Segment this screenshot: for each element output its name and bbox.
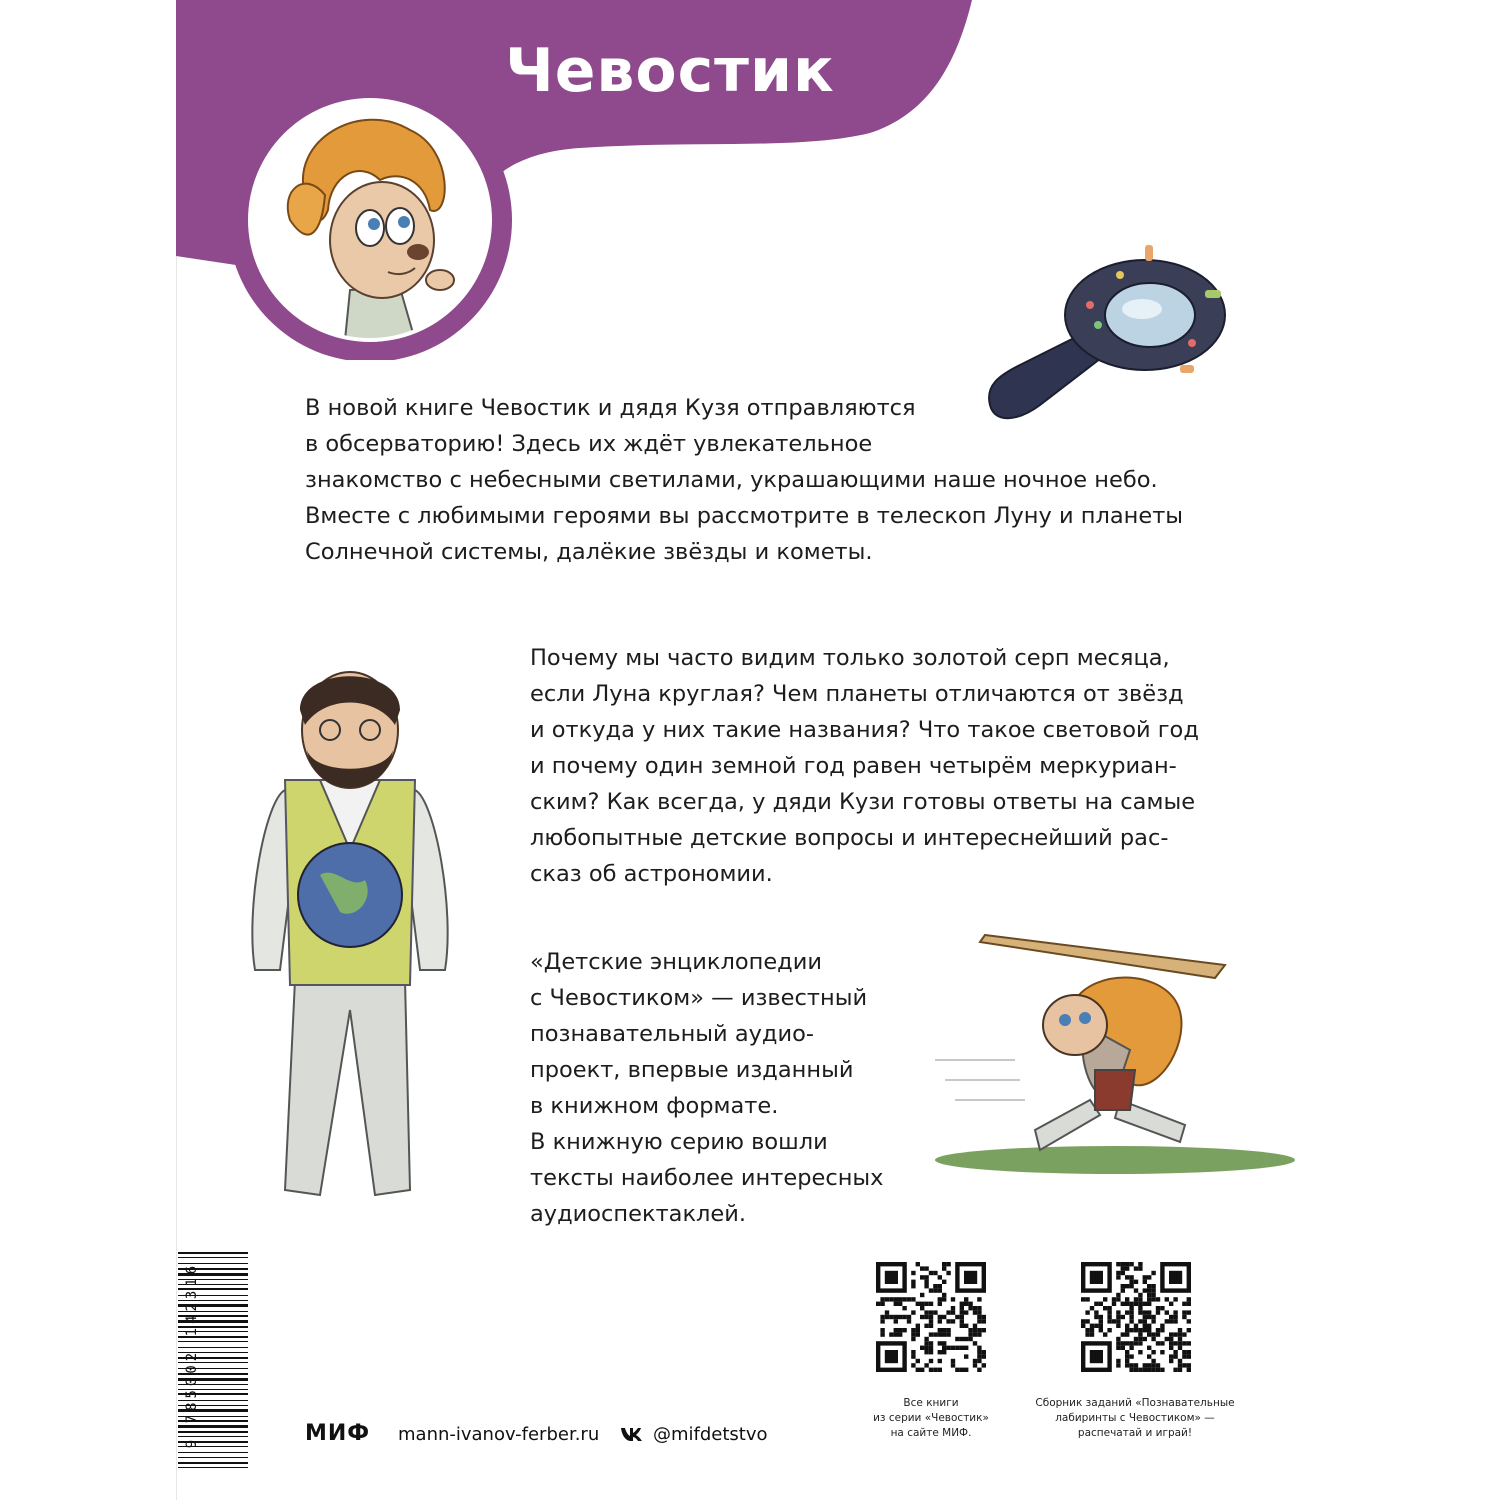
caption-line: лабиринты с Чевостиком» — <box>1055 1412 1215 1424</box>
questions-paragraph <box>530 640 1199 892</box>
qr-code-icon[interactable] <box>876 1262 986 1372</box>
qr-code-icon[interactable] <box>1081 1262 1191 1372</box>
text-line: Вместе с любимыми героями вы рассмотрите в телескоп Луну и планеты <box>305 503 1184 529</box>
series-note-paragraph <box>530 944 884 1232</box>
page-title: Чевостик <box>505 36 835 106</box>
text-line: и откуда у них такие названия? Что такое световой год <box>530 717 1199 743</box>
text-line: в книжном формате. <box>530 1093 779 1119</box>
qr-caption-books <box>851 1396 1011 1441</box>
caption-line: Сборник заданий «Познавательные <box>1035 1397 1235 1409</box>
text-line: и почему один земной год равен четырём меркуриан- <box>530 753 1177 779</box>
text-line: если Луна круглая? Чем планеты отличаются от звёзд <box>530 681 1184 707</box>
website-link[interactable]: mann-ivanov-ferber.ru <box>398 1424 600 1445</box>
running-chevostik-illustration <box>925 910 1295 1180</box>
text-line: тексты наиболее интересных <box>530 1165 884 1191</box>
intro-paragraph <box>305 390 1183 570</box>
text-line: аудиоспектаклей. <box>530 1201 747 1227</box>
text-line: любопытные детские вопросы и интереснейший рас- <box>530 825 1169 851</box>
text-line: проект, впервые изданный <box>530 1057 854 1083</box>
text-line: Солнечной системы, далёкие звёзды и кометы. <box>305 539 873 565</box>
caption-line: Все книги <box>903 1397 959 1409</box>
text-line: в обсерваторию! Здесь их ждёт увлекательное <box>305 431 873 457</box>
caption-line: распечатай и играй! <box>1077 1427 1193 1439</box>
vk-icon[interactable] <box>620 1426 642 1442</box>
chevostik-portrait-illustration <box>250 100 490 340</box>
text-line: Почему мы часто видим только золотой серп месяца, <box>530 645 1170 671</box>
text-line: «Детские энциклопедии <box>530 949 822 975</box>
qr-caption-labyrinths <box>1020 1396 1250 1441</box>
caption-line: из серии «Чевостик» <box>873 1412 989 1424</box>
text-line: В книжную серию вошли <box>530 1129 828 1155</box>
uncle-kuzya-illustration <box>225 650 475 1210</box>
caption-line: на сайте МИФ. <box>890 1427 972 1439</box>
social-handle[interactable]: @mifdetstvo <box>653 1424 768 1445</box>
text-line: с Чевостиком» — известный <box>530 985 868 1011</box>
text-line: сказ об астрономии. <box>530 861 773 887</box>
isbn-number: 9 785002 142316 <box>184 1261 200 1449</box>
publisher-logo: МИФ <box>305 1421 371 1446</box>
text-line: познавательный аудио- <box>530 1021 814 1047</box>
text-line: знакомство с небесными светилами, украшающими наше ночное небо. <box>305 467 1158 493</box>
text-line: В новой книге Чевостик и дядя Кузя отправляются <box>305 395 916 421</box>
text-line: ским? Как всегда, у дяди Кузи готовы ответы на самые <box>530 789 1196 815</box>
